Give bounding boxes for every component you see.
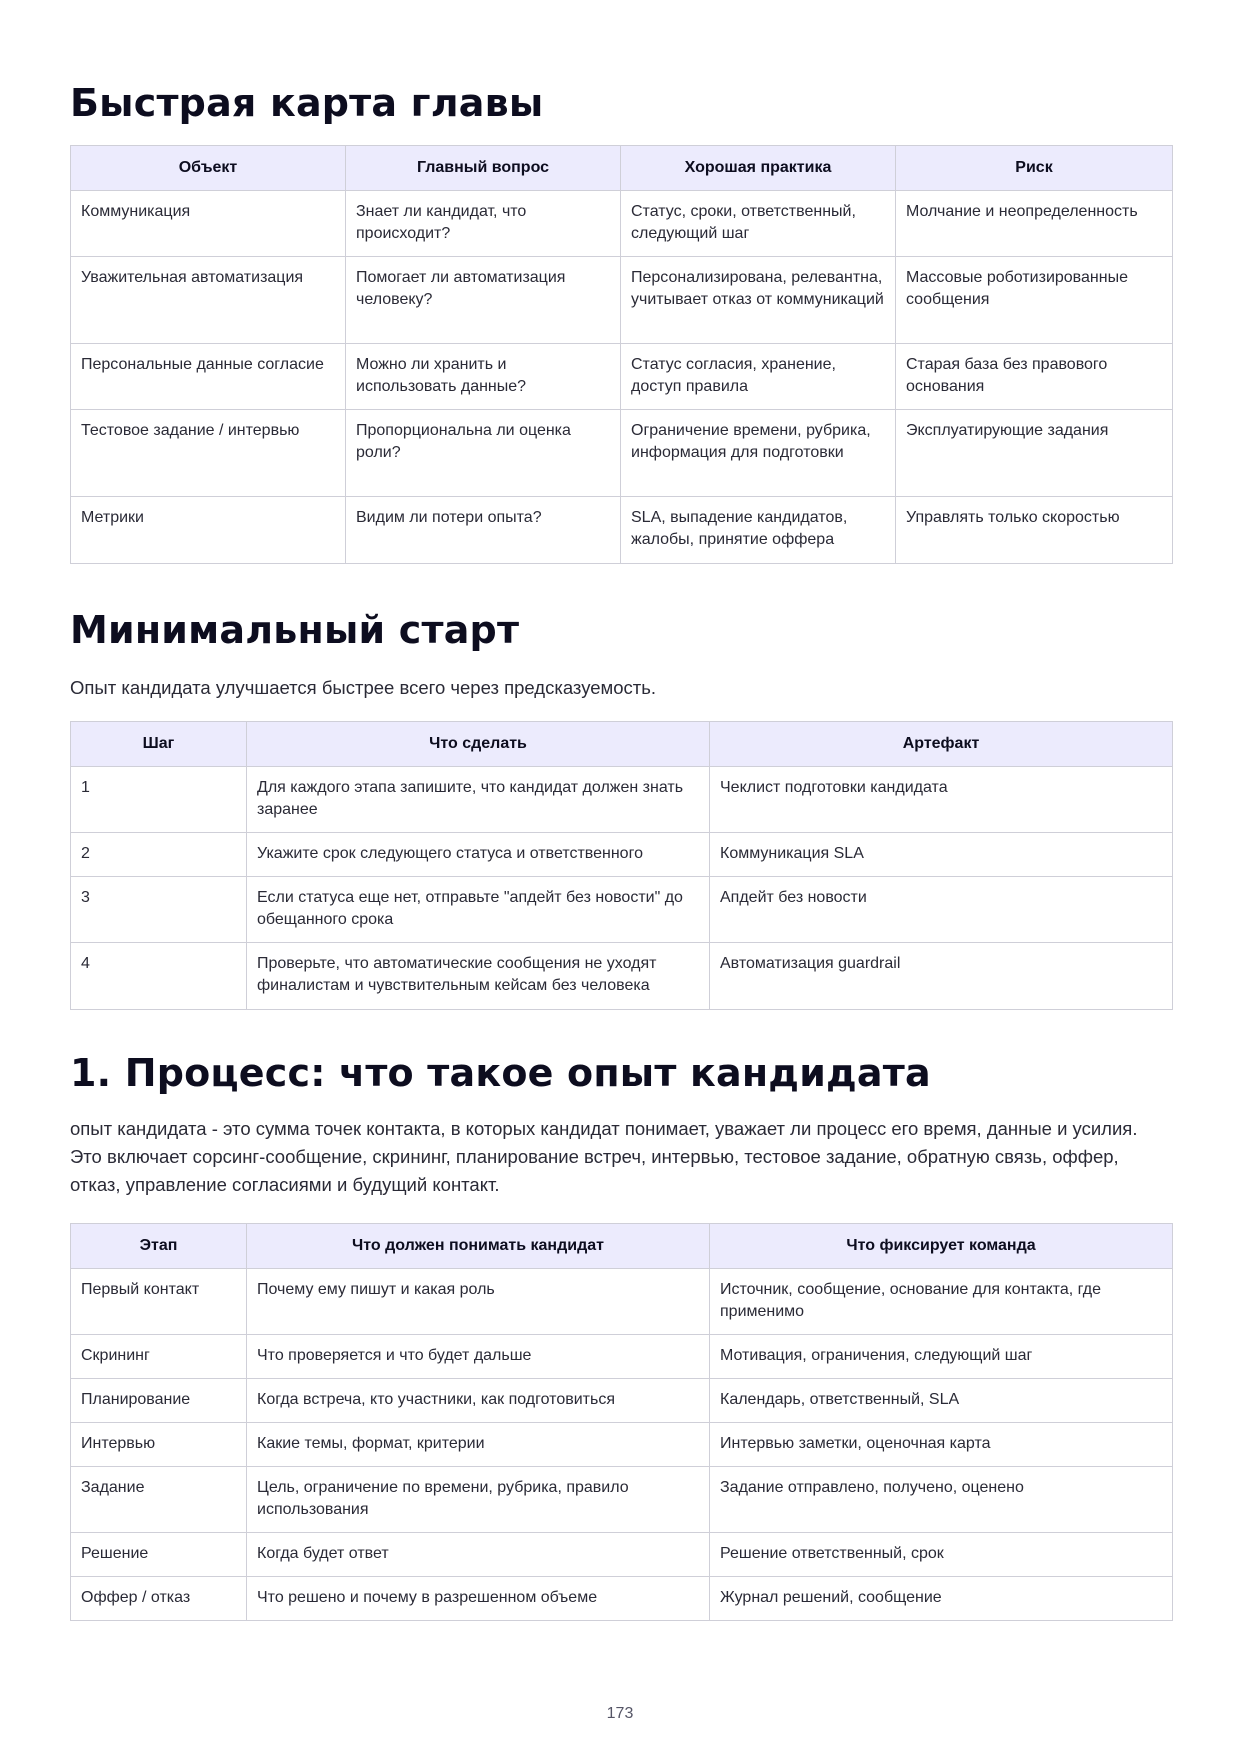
table-row [71,1269,1173,1335]
table-cell: Чеклист подготовки кандидата [710,767,1173,833]
table-cell: Мотивация, ограничения, следующий шаг [710,1335,1173,1379]
table-cell: 3 [71,877,247,943]
table-cell: Задание [71,1467,247,1533]
table-cell: Уважительная автоматизация [71,257,346,344]
column-header: Объект [71,146,346,191]
section-lead-text: опыт кандидата - это сумма точек контакта, в которых кандидат понимает, уважает ли процесс его время, данные и усилия. Это включает сорсинг-сообщение, скрининг, планирование встреч, интервью, тестовое задание, обратную связь, оффер, отказ, управление согласиями и будущий контакт. [70,1118,1138,1195]
table-cell: Скрининг [71,1335,247,1379]
table-cell: Задание отправлено, получено, оценено [710,1467,1173,1533]
table-cell: Метрики [71,497,346,564]
table-cell: Планирование [71,1379,247,1423]
table-cell: Почему ему пишут и какая роль [247,1269,710,1335]
table-row [71,257,1173,344]
table-cell: Управлять только скоростью [896,497,1173,564]
page-number: 173 [606,1705,634,1722]
table-cell: Ограничение времени, рубрика, информация для подготовки [621,410,896,497]
table-header-row [71,722,1173,767]
table-header-row [71,1224,1173,1269]
table-row [71,1379,1173,1423]
table-cell: Можно ли хранить и использовать данные? [346,344,621,410]
table-cell: Журнал решений, сообщение [710,1577,1173,1621]
column-header: Риск [896,146,1173,191]
table-cell: Для каждого этапа запишите, что кандидат должен знать заранее [247,767,710,833]
table-cell: Когда встреча, кто участники, как подготовиться [247,1379,710,1423]
table-cell: Источник, сообщение, основание для контакта, где применимо [710,1269,1173,1335]
section-title-process: 1. Процесс: что такое опыт кандидата [70,1051,931,1095]
table-cell: SLA, выпадение кандидатов, жалобы, принятие оффера [621,497,896,564]
column-header: Этап [71,1224,247,1269]
table-cell: Первый контакт [71,1269,247,1335]
table-cell: Решение [71,1533,247,1577]
table-cell: Интервью заметки, оценочная карта [710,1423,1173,1467]
table-row [71,1577,1173,1621]
table-row [71,833,1173,877]
table-cell: Тестовое задание / интервью [71,410,346,497]
minimal-start-table [70,721,1173,1010]
table-cell: Статус, сроки, ответственный, следующий шаг [621,191,896,257]
table-cell: 4 [71,943,247,1010]
table-cell: Автоматизация guardrail [710,943,1173,1010]
column-header: Хорошая практика [621,146,896,191]
table-cell: Апдейт без новости [710,877,1173,943]
table-row [71,1423,1173,1467]
section-lead-text: Опыт кандидата улучшается быстрее всего через предсказуемость. [70,677,657,698]
table-cell: Интервью [71,1423,247,1467]
table-row [71,191,1173,257]
table-cell: Видим ли потери опыта? [346,497,621,564]
table-row [71,767,1173,833]
table-cell: 1 [71,767,247,833]
column-header: Что сделать [247,722,710,767]
table-cell: 2 [71,833,247,877]
section-title-chapter-map: Быстрая карта главы [70,81,544,125]
column-header: Главный вопрос [346,146,621,191]
table-cell: Эксплуатирующие задания [896,410,1173,497]
table-cell: Персонализирована, релевантна, учитывает отказ от коммуникаций [621,257,896,344]
table-cell: Статус согласия, хранение, доступ правила [621,344,896,410]
table-row [71,1533,1173,1577]
chapter-map-table [70,145,1173,564]
table-header-row [71,146,1173,191]
table-row [71,943,1173,1010]
table-cell: Персональные данные согласие [71,344,346,410]
table-cell: Оффер / отказ [71,1577,247,1621]
table-cell: Молчание и неопределенность [896,191,1173,257]
table-row [71,497,1173,564]
table-cell: Старая база без правового основания [896,344,1173,410]
table-row [71,877,1173,943]
section-title-minimal-start: Минимальный старт [70,608,520,652]
table-cell: Знает ли кандидат, что происходит? [346,191,621,257]
column-header: Шаг [71,722,247,767]
table-cell: Что проверяется и что будет дальше [247,1335,710,1379]
table-cell: Что решено и почему в разрешенном объеме [247,1577,710,1621]
table-cell: Укажите срок следующего статуса и ответственного [247,833,710,877]
table-cell: Если статуса еще нет, отправьте "апдейт без новости" до обещанного срока [247,877,710,943]
table-row [71,410,1173,497]
table-cell: Массовые роботизированные сообщения [896,257,1173,344]
table-row [71,1467,1173,1533]
table-row [71,344,1173,410]
table-cell: Коммуникация [71,191,346,257]
column-header: Что должен понимать кандидат [247,1224,710,1269]
process-stages-table [70,1223,1173,1621]
table-cell: Когда будет ответ [247,1533,710,1577]
table-cell: Коммуникация SLA [710,833,1173,877]
table-cell: Какие темы, формат, критерии [247,1423,710,1467]
table-cell: Проверьте, что автоматические сообщения не уходят финалистам и чувствительным кейсам без человека [247,943,710,1010]
table-cell: Помогает ли автоматизация человеку? [346,257,621,344]
table-row [71,1335,1173,1379]
table-cell: Календарь, ответственный, SLA [710,1379,1173,1423]
table-cell: Цель, ограничение по времени, рубрика, правило использования [247,1467,710,1533]
column-header: Что фиксирует команда [710,1224,1173,1269]
column-header: Артефакт [710,722,1173,767]
table-cell: Пропорциональна ли оценка роли? [346,410,621,497]
table-cell: Решение ответственный, срок [710,1533,1173,1577]
